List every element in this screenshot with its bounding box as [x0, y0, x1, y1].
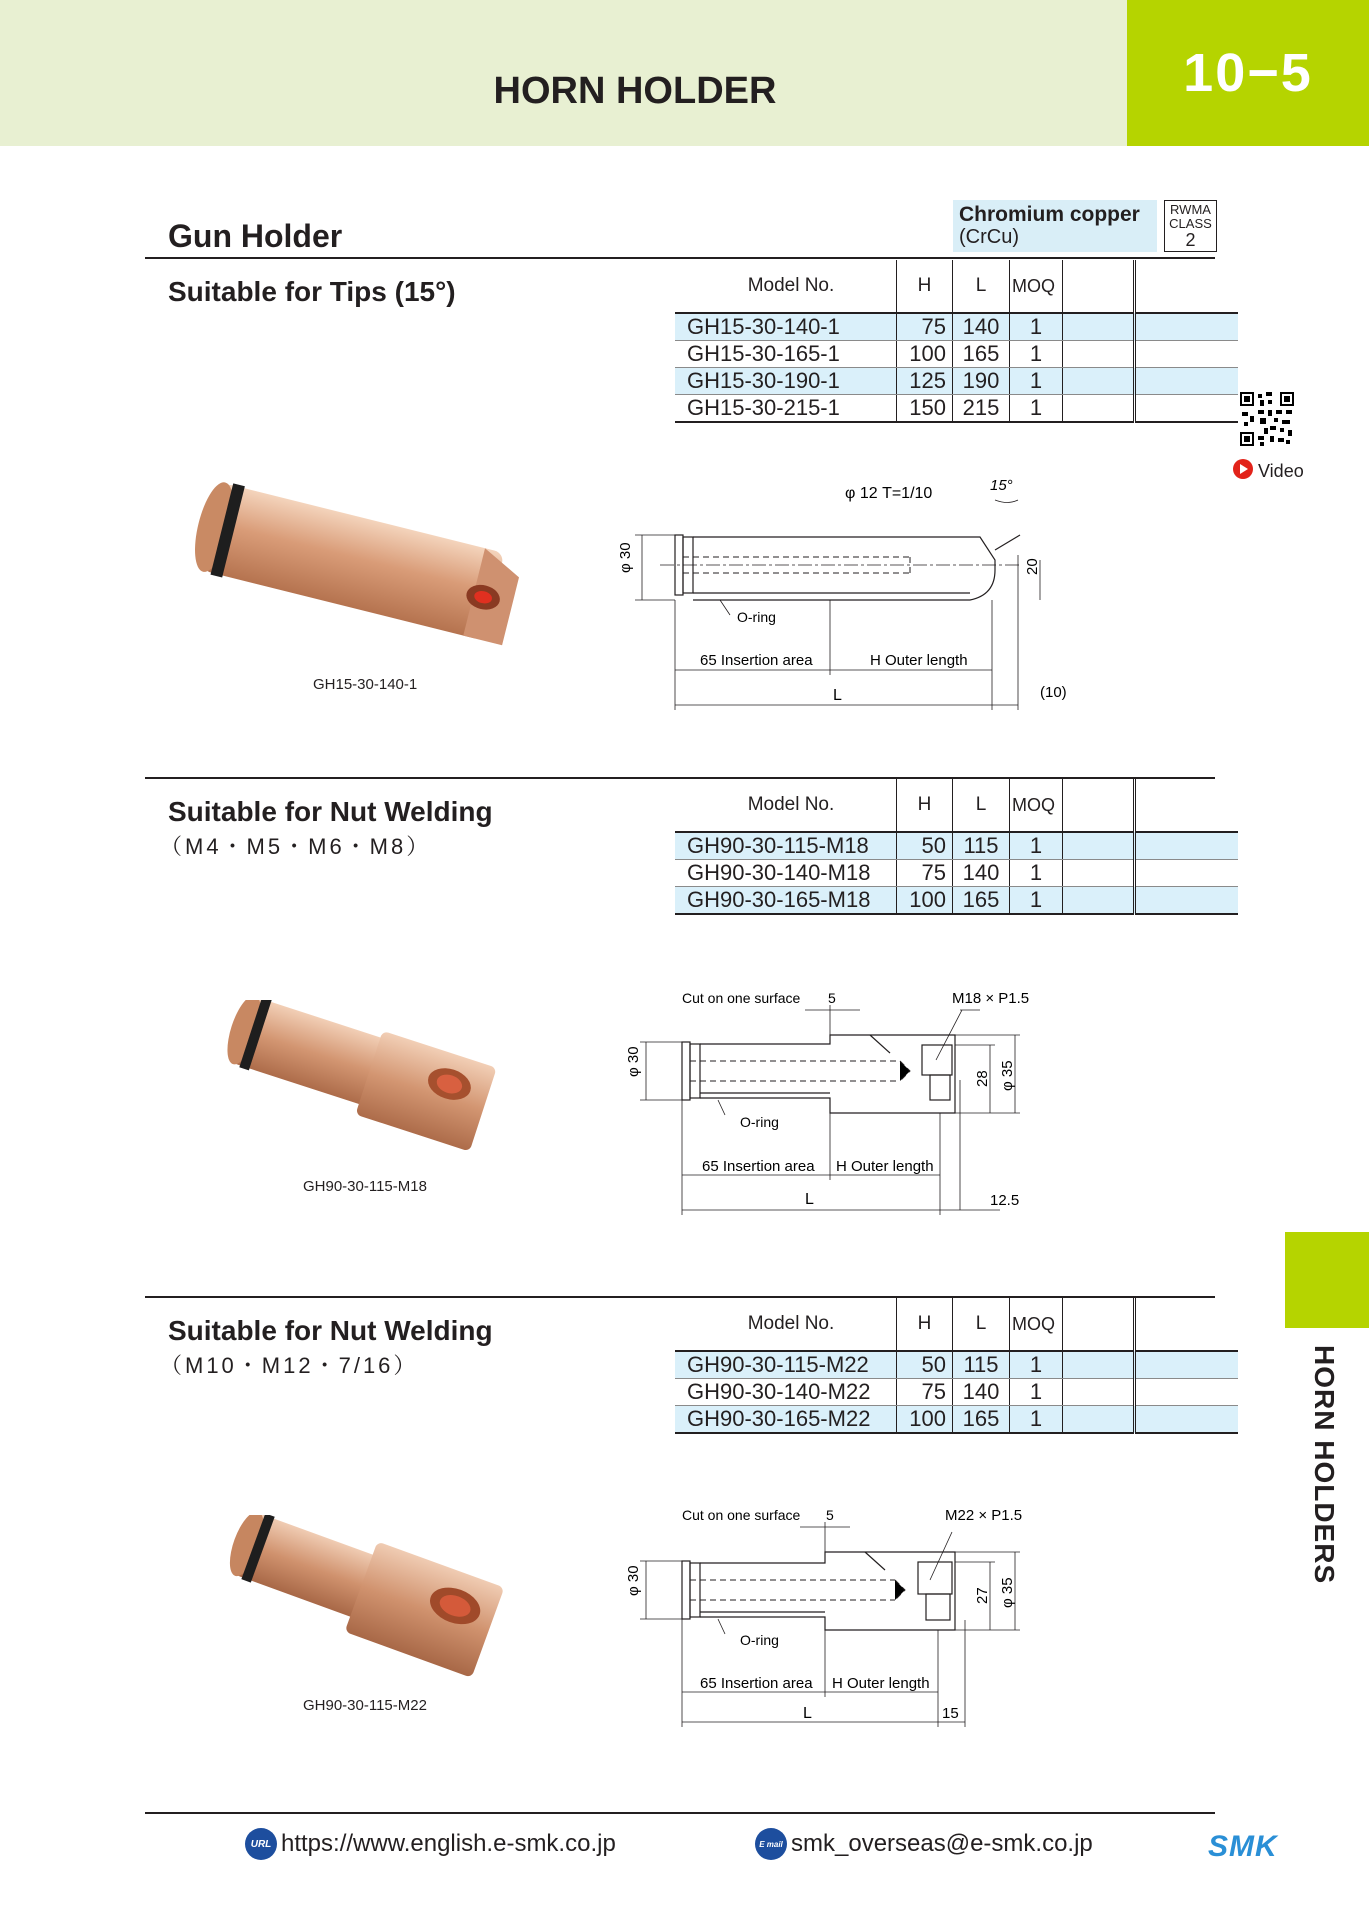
- page-title: HORN HOLDER: [493, 70, 777, 112]
- table-row: [675, 860, 1238, 887]
- l-cell: 115: [953, 832, 1010, 860]
- rwma-label: RWMA: [1170, 202, 1211, 217]
- oring-label: O-ring: [740, 1114, 779, 1130]
- dim-angle: 15°: [990, 477, 1013, 494]
- l-cell: 140: [953, 313, 1010, 341]
- material-box: [953, 200, 1157, 252]
- model-cell: GH90-30-165-M22: [675, 1406, 897, 1434]
- dim-27: 27: [974, 1587, 991, 1604]
- h-cell: 50: [897, 1351, 953, 1379]
- table-row: [675, 1351, 1238, 1379]
- dim-five: 5: [826, 1507, 834, 1523]
- l-cell: 115: [953, 1351, 1010, 1379]
- moq-cell: 1: [1010, 313, 1063, 341]
- model-cell: GH90-30-140-M22: [675, 1379, 897, 1406]
- col-empty: [1135, 779, 1239, 832]
- dim-five: 5: [828, 990, 836, 1006]
- footer-url[interactable]: https://www.english.e-smk.co.jp: [281, 1830, 616, 1857]
- col-moq: MOQ: [1010, 1298, 1063, 1351]
- l-cell: 140: [953, 860, 1010, 887]
- l-cell: 215: [953, 395, 1010, 423]
- col-moq: MOQ: [1010, 260, 1063, 313]
- moq-cell: 1: [1010, 1351, 1063, 1379]
- col-model: Model No.: [675, 1298, 897, 1351]
- l-cell: 190: [953, 368, 1010, 395]
- col-empty: [1135, 260, 1239, 313]
- table-row: [675, 341, 1238, 368]
- outer-label: H Outer length: [870, 652, 968, 669]
- material-formula: (CrCu): [959, 226, 1019, 248]
- section-divider: [145, 257, 1215, 259]
- model-cell: GH15-30-190-1: [675, 368, 897, 395]
- dim-l: L: [803, 1705, 812, 1722]
- section-title: Gun Holder: [168, 218, 343, 254]
- h-cell: 100: [897, 341, 953, 368]
- l-cell: 165: [953, 1406, 1010, 1434]
- dim-bore: φ 12 T=1/10: [845, 485, 933, 502]
- h-cell: 75: [897, 313, 953, 341]
- side-tab: [1285, 1232, 1369, 1328]
- video-label: Video: [1258, 461, 1304, 481]
- h-cell: 75: [897, 860, 953, 887]
- col-h: H: [897, 1298, 953, 1351]
- photo-caption: GH90-30-115-M22: [303, 1697, 427, 1714]
- product-photo-nut2: [215, 1515, 515, 1700]
- table-row: [675, 368, 1238, 395]
- tips-title: Suitable for Tips (15°): [168, 276, 456, 307]
- insertion-label: 65 Insertion area: [700, 652, 813, 669]
- h-cell: 125: [897, 368, 953, 395]
- insertion-label: 65 Insertion area: [702, 1158, 815, 1175]
- h-cell: 50: [897, 832, 953, 860]
- l-cell: 165: [953, 341, 1010, 368]
- model-cell: GH15-30-165-1: [675, 341, 897, 368]
- play-icon: [1232, 458, 1254, 485]
- page-number: 10−5: [1127, 0, 1369, 146]
- side-tab-label: HORN HOLDERS: [1309, 1345, 1340, 1585]
- dim-dia: φ 30: [617, 542, 634, 573]
- email-icon: E mail: [755, 1828, 787, 1860]
- dim-dia: φ 30: [625, 1046, 642, 1077]
- technical-drawing-tips: [600, 465, 1100, 720]
- tips-spec-table: [675, 260, 1238, 423]
- model-cell: GH90-30-115-M22: [675, 1351, 897, 1379]
- model-cell: GH90-30-140-M18: [675, 860, 897, 887]
- cut-label: Cut on one surface: [682, 990, 801, 1006]
- table-row: [675, 395, 1238, 423]
- moq-cell: 1: [1010, 1406, 1063, 1434]
- dim-l: L: [805, 1191, 814, 1208]
- dim-35: φ 35: [999, 1577, 1016, 1608]
- dim-dia: φ 30: [625, 1565, 642, 1596]
- table-row: [675, 313, 1238, 341]
- dim-35: φ 35: [999, 1060, 1016, 1091]
- col-empty: [1063, 260, 1135, 313]
- dim-20: 20: [1024, 558, 1041, 575]
- table-row: [675, 1379, 1238, 1406]
- thread-label: M18 × P1.5: [952, 990, 1030, 1007]
- l-cell: 140: [953, 1379, 1010, 1406]
- l-cell: 165: [953, 887, 1010, 915]
- technical-drawing-nut1: [600, 985, 1070, 1220]
- col-l: L: [953, 779, 1010, 832]
- footer-email-link[interactable]: [755, 1828, 1093, 1860]
- col-moq: MOQ: [1010, 779, 1063, 832]
- h-cell: 100: [897, 1406, 953, 1434]
- dim-ten: (10): [1040, 684, 1067, 701]
- table-row: [675, 1406, 1238, 1434]
- nut1-subtitle: （M4・M5・M6・M8）: [160, 834, 432, 859]
- thread-label: M22 × P1.5: [945, 1507, 1023, 1524]
- nut2-title: Suitable for Nut Welding: [168, 1315, 493, 1346]
- moq-cell: 1: [1010, 395, 1063, 423]
- qr-code[interactable]: [1240, 392, 1294, 451]
- col-empty: [1063, 1298, 1135, 1351]
- product-photo-tips: [185, 480, 545, 675]
- class-label: CLASS: [1169, 216, 1212, 231]
- technical-drawing-nut2: [600, 1502, 1070, 1737]
- h-cell: 100: [897, 887, 953, 915]
- nut2-subtitle: （M10・M12・7/16）: [160, 1353, 419, 1378]
- col-h: H: [897, 260, 953, 313]
- h-cell: 150: [897, 395, 953, 423]
- rwma-class-box: [1164, 200, 1217, 252]
- moq-cell: 1: [1010, 860, 1063, 887]
- footer-email[interactable]: smk_overseas@e-smk.co.jp: [791, 1830, 1093, 1857]
- rwma-class-value: 2: [1185, 230, 1196, 250]
- dim-end: 15: [942, 1705, 959, 1722]
- url-icon: URL: [245, 1828, 277, 1860]
- footer-url-link[interactable]: [245, 1828, 616, 1860]
- footer-divider: [145, 1812, 1215, 1814]
- table-row: [675, 887, 1238, 915]
- nut2-spec-table: [675, 1298, 1238, 1434]
- col-model: Model No.: [675, 779, 897, 832]
- outer-label: H Outer length: [832, 1675, 930, 1692]
- col-l: L: [953, 1298, 1010, 1351]
- nut1-title: Suitable for Nut Welding: [168, 796, 493, 827]
- col-h: H: [897, 779, 953, 832]
- brand-logo: SMK: [1208, 1830, 1278, 1863]
- material-name: Chromium copper: [959, 203, 1140, 226]
- col-empty: [1063, 779, 1135, 832]
- model-cell: GH15-30-140-1: [675, 313, 897, 341]
- model-cell: GH90-30-115-M18: [675, 832, 897, 860]
- nut1-spec-table: [675, 779, 1238, 915]
- model-cell: GH15-30-215-1: [675, 395, 897, 423]
- oring-label: O-ring: [737, 609, 776, 625]
- insertion-label: 65 Insertion area: [700, 1675, 813, 1692]
- photo-caption: GH90-30-115-M18: [303, 1178, 427, 1195]
- moq-cell: 1: [1010, 368, 1063, 395]
- h-cell: 75: [897, 1379, 953, 1406]
- dim-l: L: [833, 687, 842, 704]
- dim-28: 28: [974, 1070, 991, 1087]
- col-empty: [1135, 1298, 1239, 1351]
- moq-cell: 1: [1010, 832, 1063, 860]
- col-model: Model No.: [675, 260, 897, 313]
- moq-cell: 1: [1010, 1379, 1063, 1406]
- oring-label: O-ring: [740, 1632, 779, 1648]
- video-link[interactable]: [1232, 458, 1304, 485]
- moq-cell: 1: [1010, 341, 1063, 368]
- model-cell: GH90-30-165-M18: [675, 887, 897, 915]
- moq-cell: 1: [1010, 887, 1063, 915]
- outer-label: H Outer length: [836, 1158, 934, 1175]
- table-row: [675, 832, 1238, 860]
- cut-label: Cut on one surface: [682, 1507, 801, 1523]
- dim-end: 12.5: [990, 1192, 1020, 1209]
- product-photo-nut1: [215, 1000, 515, 1175]
- photo-caption: GH15-30-140-1: [313, 676, 418, 693]
- col-l: L: [953, 260, 1010, 313]
